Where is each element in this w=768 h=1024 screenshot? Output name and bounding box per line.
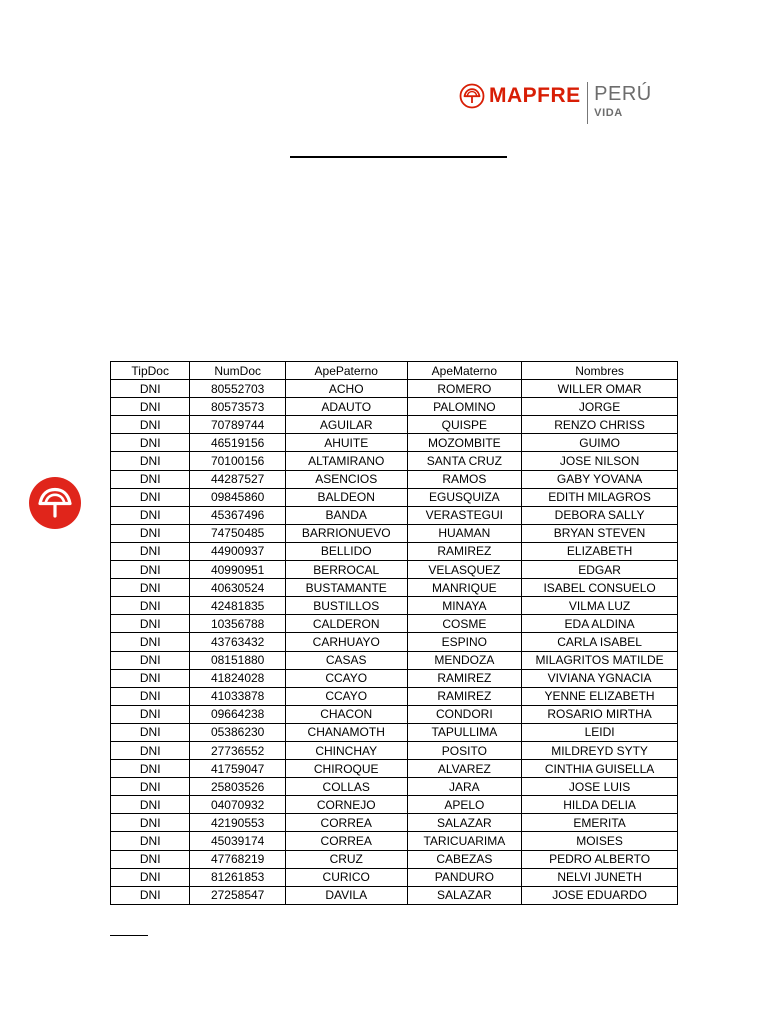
cell-nombres: PEDRO ALBERTO [522, 850, 678, 868]
division-name: VIDA [594, 107, 623, 119]
cell-nombres: BRYAN STEVEN [522, 524, 678, 542]
table-row [111, 398, 678, 416]
cell-apematerno: MINAYA [407, 597, 522, 615]
cell-apepaterno: AHUITE [285, 434, 407, 452]
cell-tipdoc: DNI [111, 705, 190, 723]
cell-apematerno: VERASTEGUI [407, 506, 522, 524]
cell-tipdoc: DNI [111, 561, 190, 579]
cell-numdoc: 41033878 [190, 687, 286, 705]
table-row [111, 524, 678, 542]
cell-tipdoc: DNI [111, 687, 190, 705]
table-row [111, 687, 678, 705]
cell-nombres: YENNE ELIZABETH [522, 687, 678, 705]
cell-apematerno: MOZOMBITE [407, 434, 522, 452]
cell-numdoc: 40990951 [190, 561, 286, 579]
cell-apematerno: POSITO [407, 741, 522, 759]
cell-apematerno: TAPULLIMA [407, 723, 522, 741]
cell-nombres: LEIDI [522, 723, 678, 741]
table-row [111, 597, 678, 615]
cell-apepaterno: ACHO [285, 380, 407, 398]
table-row [111, 506, 678, 524]
cell-numdoc: 43763432 [190, 633, 286, 651]
mapfre-tree-icon [459, 83, 485, 109]
cell-tipdoc: DNI [111, 398, 190, 416]
cell-tipdoc: DNI [111, 723, 190, 741]
cell-tipdoc: DNI [111, 470, 190, 488]
table-row [111, 832, 678, 850]
cell-apematerno: RAMIREZ [407, 669, 522, 687]
cell-nombres: MOISES [522, 832, 678, 850]
cell-apematerno: JARA [407, 778, 522, 796]
cell-numdoc: 44287527 [190, 470, 286, 488]
cell-nombres: WILLER OMAR [522, 380, 678, 398]
cell-numdoc: 41824028 [190, 669, 286, 687]
cell-tipdoc: DNI [111, 597, 190, 615]
cell-nombres: JOSE NILSON [522, 452, 678, 470]
cell-apepaterno: AGUILAR [285, 416, 407, 434]
cell-apematerno: QUISPE [407, 416, 522, 434]
cell-apematerno: ROMERO [407, 380, 522, 398]
table-row [111, 868, 678, 886]
cell-nombres: VIVIANA YGNACIA [522, 669, 678, 687]
cell-nombres: DEBORA SALLY [522, 506, 678, 524]
table-row [111, 669, 678, 687]
cell-apepaterno: COLLAS [285, 778, 407, 796]
cell-tipdoc: DNI [111, 886, 190, 904]
cell-apematerno: SALAZAR [407, 886, 522, 904]
table-row [111, 651, 678, 669]
cell-apematerno: MENDOZA [407, 651, 522, 669]
cell-numdoc: 70789744 [190, 416, 286, 434]
cell-apepaterno: BELLIDO [285, 542, 407, 560]
cell-tipdoc: DNI [111, 669, 190, 687]
cell-apematerno: PALOMINO [407, 398, 522, 416]
cell-apematerno: MANRIQUE [407, 579, 522, 597]
cell-apematerno: RAMOS [407, 470, 522, 488]
cell-numdoc: 80552703 [190, 380, 286, 398]
cell-numdoc: 42190553 [190, 814, 286, 832]
table-header-row [111, 362, 678, 380]
cell-numdoc: 41759047 [190, 760, 286, 778]
cell-tipdoc: DNI [111, 814, 190, 832]
cell-apematerno: COSME [407, 615, 522, 633]
cell-apematerno: EGUSQUIZA [407, 488, 522, 506]
cell-nombres: GABY YOVANA [522, 470, 678, 488]
table-row [111, 380, 678, 398]
table-body [111, 380, 678, 905]
table-row [111, 741, 678, 759]
cell-apematerno: VELASQUEZ [407, 561, 522, 579]
cell-apepaterno: ALTAMIRANO [285, 452, 407, 470]
logo-right-block [594, 80, 652, 120]
title-underline [290, 156, 507, 158]
table-row [111, 796, 678, 814]
brand-name: MAPFRE [489, 84, 581, 107]
column-header-tipdoc: TipDoc [111, 362, 190, 380]
cell-numdoc: 27258547 [190, 886, 286, 904]
cell-nombres: EDGAR [522, 561, 678, 579]
cell-nombres: EDA ALDINA [522, 615, 678, 633]
cell-tipdoc: DNI [111, 488, 190, 506]
cell-numdoc: 27736552 [190, 741, 286, 759]
cell-tipdoc: DNI [111, 524, 190, 542]
table-row [111, 488, 678, 506]
cell-numdoc: 25803526 [190, 778, 286, 796]
cell-apepaterno: CALDERON [285, 615, 407, 633]
cell-nombres: MILDREYD SYTY [522, 741, 678, 759]
cell-apematerno: ESPINO [407, 633, 522, 651]
cell-nombres: RENZO CHRISS [522, 416, 678, 434]
cell-tipdoc: DNI [111, 452, 190, 470]
cell-numdoc: 80573573 [190, 398, 286, 416]
cell-nombres: EMERITA [522, 814, 678, 832]
cell-numdoc: 45039174 [190, 832, 286, 850]
cell-apematerno: APELO [407, 796, 522, 814]
column-header-nombres: Nombres [522, 362, 678, 380]
cell-nombres: JOSE LUIS [522, 778, 678, 796]
cell-tipdoc: DNI [111, 579, 190, 597]
cell-numdoc: 44900937 [190, 542, 286, 560]
cell-apematerno: ALVAREZ [407, 760, 522, 778]
cell-tipdoc: DNI [111, 868, 190, 886]
cell-nombres: EDITH MILAGROS [522, 488, 678, 506]
cell-nombres: ELIZABETH [522, 542, 678, 560]
logo-divider [587, 82, 589, 124]
cell-apematerno: PANDURO [407, 868, 522, 886]
table-row [111, 850, 678, 868]
cell-numdoc: 47768219 [190, 850, 286, 868]
cell-apepaterno: CHANAMOTH [285, 723, 407, 741]
cell-tipdoc: DNI [111, 615, 190, 633]
cell-apepaterno: CHIROQUE [285, 760, 407, 778]
cell-numdoc: 09664238 [190, 705, 286, 723]
table-row [111, 814, 678, 832]
cell-tipdoc: DNI [111, 506, 190, 524]
footnote-rule [110, 935, 148, 936]
cell-numdoc: 74750485 [190, 524, 286, 542]
cell-apepaterno: CURICO [285, 868, 407, 886]
cell-apepaterno: BALDEON [285, 488, 407, 506]
cell-apepaterno: CRUZ [285, 850, 407, 868]
column-header-apematerno: ApeMaterno [407, 362, 522, 380]
cell-apepaterno: CORREA [285, 814, 407, 832]
personnel-table [110, 361, 678, 905]
cell-numdoc: 04070932 [190, 796, 286, 814]
cell-apepaterno: CCAYO [285, 687, 407, 705]
cell-numdoc: 42481835 [190, 597, 286, 615]
cell-tipdoc: DNI [111, 651, 190, 669]
cell-numdoc: 08151880 [190, 651, 286, 669]
table-row [111, 760, 678, 778]
cell-tipdoc: DNI [111, 434, 190, 452]
cell-apepaterno: CORNEJO [285, 796, 407, 814]
table-row [111, 633, 678, 651]
table-row [111, 434, 678, 452]
cell-nombres: VILMA LUZ [522, 597, 678, 615]
cell-apepaterno: CASAS [285, 651, 407, 669]
cell-numdoc: 46519156 [190, 434, 286, 452]
cell-nombres: NELVI JUNETH [522, 868, 678, 886]
table-row [111, 705, 678, 723]
cell-tipdoc: DNI [111, 416, 190, 434]
cell-nombres: CARLA ISABEL [522, 633, 678, 651]
cell-nombres: ISABEL CONSUELO [522, 579, 678, 597]
column-header-apepaterno: ApePaterno [285, 362, 407, 380]
cell-tipdoc: DNI [111, 760, 190, 778]
cell-apepaterno: CHACON [285, 705, 407, 723]
cell-tipdoc: DNI [111, 380, 190, 398]
cell-apepaterno: CCAYO [285, 669, 407, 687]
cell-numdoc: 09845860 [190, 488, 286, 506]
table-row [111, 723, 678, 741]
cell-tipdoc: DNI [111, 832, 190, 850]
cell-nombres: JORGE [522, 398, 678, 416]
cell-apematerno: SANTA CRUZ [407, 452, 522, 470]
cell-tipdoc: DNI [111, 542, 190, 560]
cell-apematerno: HUAMAN [407, 524, 522, 542]
cell-apepaterno: ADAUTO [285, 398, 407, 416]
cell-apepaterno: BANDA [285, 506, 407, 524]
cell-nombres: CINTHIA GUISELLA [522, 760, 678, 778]
cell-nombres: GUIMO [522, 434, 678, 452]
table-row [111, 615, 678, 633]
cell-numdoc: 10356788 [190, 615, 286, 633]
cell-nombres: JOSE EDUARDO [522, 886, 678, 904]
cell-apepaterno: CARHUAYO [285, 633, 407, 651]
cell-tipdoc: DNI [111, 850, 190, 868]
cell-apepaterno: ASENCIOS [285, 470, 407, 488]
cell-numdoc: 81261853 [190, 868, 286, 886]
table-row [111, 579, 678, 597]
cell-apepaterno: BUSTILLOS [285, 597, 407, 615]
cell-nombres: MILAGRITOS MATILDE [522, 651, 678, 669]
cell-apepaterno: BUSTAMANTE [285, 579, 407, 597]
mapfre-tree-icon [29, 477, 81, 529]
cell-numdoc: 05386230 [190, 723, 286, 741]
cell-apematerno: CONDORI [407, 705, 522, 723]
table-row [111, 886, 678, 904]
cell-tipdoc: DNI [111, 741, 190, 759]
cell-apematerno: RAMIREZ [407, 687, 522, 705]
table-row [111, 470, 678, 488]
cell-numdoc: 40630524 [190, 579, 286, 597]
table-row [111, 542, 678, 560]
cell-tipdoc: DNI [111, 633, 190, 651]
table-row [111, 778, 678, 796]
cell-apematerno: SALAZAR [407, 814, 522, 832]
cell-apematerno: RAMIREZ [407, 542, 522, 560]
cell-apepaterno: BARRIONUEVO [285, 524, 407, 542]
cell-apematerno: TARICUARIMA [407, 832, 522, 850]
country-name: PERÚ [594, 83, 652, 105]
table-row [111, 416, 678, 434]
cell-nombres: HILDA DELIA [522, 796, 678, 814]
column-header-numdoc: NumDoc [190, 362, 286, 380]
cell-apepaterno: DAVILA [285, 886, 407, 904]
table-row [111, 452, 678, 470]
cell-nombres: ROSARIO MIRTHA [522, 705, 678, 723]
cell-tipdoc: DNI [111, 796, 190, 814]
cell-apepaterno: CORREA [285, 832, 407, 850]
cell-apematerno: CABEZAS [407, 850, 522, 868]
cell-apepaterno: CHINCHAY [285, 741, 407, 759]
cell-tipdoc: DNI [111, 778, 190, 796]
cell-apepaterno: BERROCAL [285, 561, 407, 579]
cell-numdoc: 70100156 [190, 452, 286, 470]
table-row [111, 561, 678, 579]
cell-numdoc: 45367496 [190, 506, 286, 524]
mapfre-peru-vida-logo [459, 80, 652, 126]
